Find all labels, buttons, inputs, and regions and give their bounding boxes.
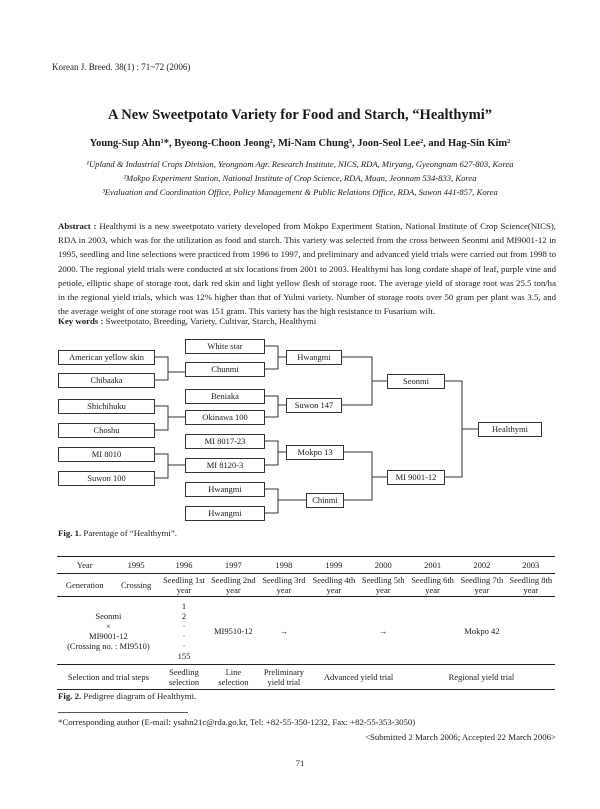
arrow-1998: →: [279, 625, 289, 636]
seedling-dot: ·: [182, 620, 186, 631]
seedling-dot: ·: [182, 630, 186, 641]
keywords-label: Key words :: [58, 316, 104, 326]
generation-cell: Seedling 3rd year: [259, 574, 310, 597]
node-suwon-147: Suwon 147: [286, 398, 342, 413]
seedling-list: [160, 597, 208, 665]
figure-1-caption: [58, 528, 177, 538]
step-line-selection: Line selection: [208, 665, 258, 690]
seedling-dot: ·: [182, 640, 186, 651]
paper-title: A New Sweetpotato Variety for Food and Starch, “Healthymi”: [107, 107, 493, 123]
step-regional-trial: Regional yield trial: [408, 665, 555, 690]
cross-number: (Crossing no. : MI9510): [67, 640, 150, 651]
generation-row: [57, 574, 555, 597]
abstract-label: Abstract :: [58, 221, 97, 231]
generation-cell: Seedling 1st year: [160, 574, 208, 597]
node-okinawa-100: Okinawa 100: [185, 410, 265, 425]
generation-cell: Seedling 7th year: [457, 574, 506, 597]
abstract-text: Healthymi is a new sweetpotato variety developed from Mokpo Experiment Station, National Institute of Crop Science(NICS), RDA in 2003, which was for the utilization as food and starch. This variety was selected from the cross between Seonmi and MI9001-12 in 1995, seedling and line selections were practiced from 1996 to 1997, and preliminary and advanced yield trials were carried out from 1998 to 2000. The regional yield trials were conducted at six locations from 2001 to 2003. Healthymi has long cordate shape of leaf, purple vine and petiole, elliptic shape of storage root, dark red skin and light yellow flesh of storage root. The average yield of storage root was 25.5 ton/ha in the regional yield trials, which was 12% higher than that of Yulmi variety. Number of storage roots over 50 gram per plant was 3.5, and the average weight of one storage root was 151 gram. This variety has the high resistance to Fusarium wilt.: [58, 221, 556, 317]
cross-parent-male: MI9001-12: [89, 630, 128, 641]
node-chinmi: Chinmi: [306, 493, 344, 508]
header-cell: 2000: [359, 557, 408, 574]
seedling-number: 1: [181, 600, 187, 611]
header-cell: 1999: [309, 557, 358, 574]
node-white-star: White star: [185, 339, 265, 354]
seedling-number: 2: [181, 610, 187, 621]
selection-row: [57, 597, 555, 665]
figure-1-label: Fig. 1.: [58, 528, 82, 538]
corresponding-author-footnote: *Corresponding author (E-mail: ysahn21c@rda.go.kr, Tel: +82-55-350-1232, Fax: +82-55-353-3050): [58, 717, 416, 727]
node-beniaka: Beniaka: [185, 389, 265, 404]
author-list: Young-Sup Ahn¹*, Byeong-Choon Jeong², Mi-Nam Chung³, Joon-Seol Lee², and Hag-Sin Kim²: [89, 138, 511, 149]
node-hwangmi: Hwangmi: [185, 506, 265, 521]
keywords-text: Sweetpotato, Breeding, Variety, Cultivar, Starch, Healthymi: [105, 316, 317, 326]
node-mi-8017-23: MI 8017-23: [185, 434, 265, 449]
header-cell: Year: [57, 557, 112, 574]
header-cell: 1998: [259, 557, 310, 574]
generation-cell: Seedling 4th year: [309, 574, 358, 597]
node-seonmi: Seonmi: [387, 374, 445, 389]
header-cell: 1995: [112, 557, 159, 574]
node-american-yellow-skin: American yellow skin: [58, 350, 155, 365]
generation-cell: Seedling 8th year: [507, 574, 555, 597]
header-cell: 1996: [160, 557, 208, 574]
figure-1-text: Parentage of “Healthymi”.: [83, 528, 177, 538]
figure-2-caption: [58, 691, 196, 701]
node-chunmi: Chunmi: [185, 362, 265, 377]
seedling-number: 155: [177, 650, 191, 661]
journal-citation: Korean J. Breed. 38(1) : 71~72 (2006): [52, 62, 191, 72]
footnote-divider: [58, 712, 188, 713]
page-number: 71: [295, 758, 305, 768]
node-hwangmi: Hwangmi: [185, 482, 265, 497]
node-mi-9001-12: MI 9001-12: [387, 470, 445, 485]
affiliation-2: ²Mokpo Experiment Station, National Institute of Crop Science, RDA, Muan, Jeonnam 534-833, Korea: [123, 173, 477, 183]
generation-cell: Crossing: [112, 574, 159, 597]
node-suwon-100: Suwon 100: [58, 471, 155, 486]
node-mi-8120-3: MI 8120-3: [185, 458, 265, 473]
affiliation-3: ³Evaluation and Coordination Office, Policy Management & Public Relations Office, RDA, Suwon 441-857, Korea: [102, 187, 498, 197]
cross-parent-female: Seonmi: [95, 610, 122, 621]
node-chibaaka: Chibaaka: [58, 373, 155, 388]
node-mokpo-13: Mokpo 13: [286, 445, 344, 460]
generation-label: Generation: [57, 574, 112, 597]
header-cell: 1997: [208, 557, 258, 574]
line-1997: MI9510-12: [214, 625, 253, 636]
pedigree-table: [57, 556, 555, 690]
node-choshu: Choshu: [58, 423, 155, 438]
generation-cell: Seedling 6th year: [408, 574, 457, 597]
node-healthymi: Healthymi: [478, 422, 542, 437]
figure-2-text: Pedigree diagram of Healthymi.: [83, 691, 197, 701]
cross-symbol: ×: [106, 620, 111, 631]
node-mi-8010: MI 8010: [58, 447, 155, 462]
arrow-2000: →: [378, 625, 388, 636]
submission-dates: <Submitted 2 March 2006; Accepted 22 March 2006>: [365, 732, 556, 742]
generation-cell: Seedling 5th year: [359, 574, 408, 597]
header-cell: 2002: [457, 557, 506, 574]
step-advanced-trial: Advanced yield trial: [309, 665, 408, 690]
steps-label: Selection and trial steps: [57, 665, 160, 690]
node-shichihuku: Shichihuku: [58, 399, 155, 414]
step-preliminary-trial: Preliminary yield trial: [259, 665, 310, 690]
affiliation-1: ¹Upland & Industrial Crops Division, Yeongnam Agr. Research Institute, NICS, RDA, Miryang, Gyeongnam 627-803, Korea: [86, 159, 514, 169]
step-seedling-selection: Seedling selection: [160, 665, 208, 690]
steps-row: [57, 665, 555, 690]
node-hwangmi: Hwangmi: [286, 350, 342, 365]
table-header-row: [57, 557, 555, 574]
header-cell: 2003: [507, 557, 555, 574]
figure-2-label: Fig. 2.: [58, 691, 82, 701]
header-cell: 2001: [408, 557, 457, 574]
cross-cell: [57, 597, 160, 665]
name-2002: Mokpo 42: [464, 625, 500, 636]
generation-cell: Seedling 2nd year: [208, 574, 258, 597]
